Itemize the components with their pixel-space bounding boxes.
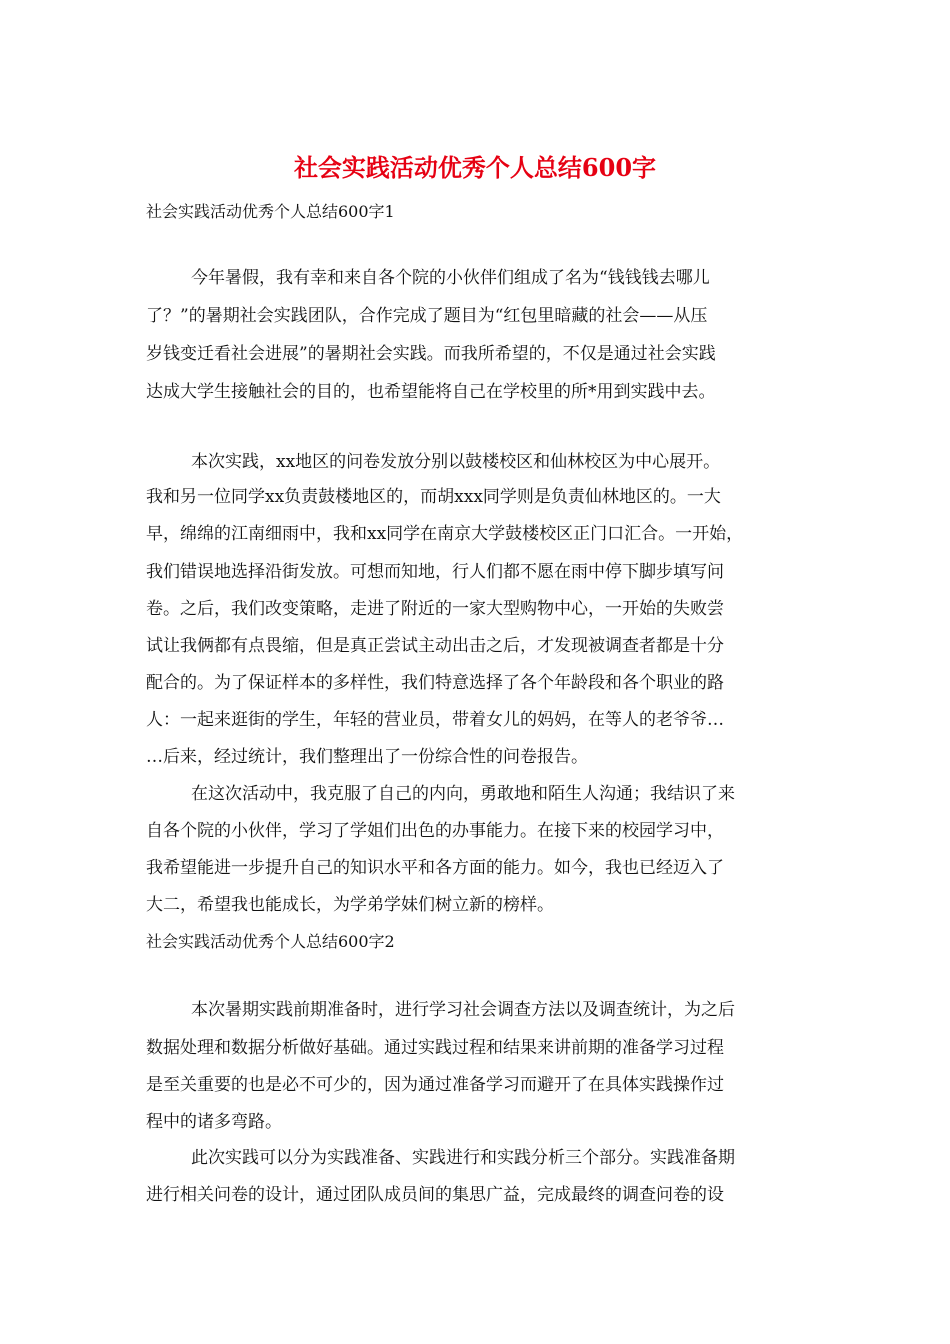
paragraph-line: 我们错误地选择沿街发放。可想而知地，行人们都不愿在雨中停下脚步填写问 bbox=[146, 562, 724, 582]
paragraph-line: 数据处理和数据分析做好基础。通过实践过程和结果来讲前期的准备学习过程 bbox=[146, 1038, 724, 1058]
paragraph-line: 我和另一位同学xx负责鼓楼地区的，而胡xxx同学则是负责仙林地区的。一大 bbox=[146, 487, 721, 507]
paragraph-line: 我希望能进一步提升自己的知识水平和各方面的能力。如今，我也已经迈入了 bbox=[146, 858, 724, 878]
section-heading: 社会实践活动优秀个人总结600字2 bbox=[146, 932, 395, 951]
paragraph-line: 人：一起来逛街的学生，年轻的营业员，带着女儿的妈妈，在等人的老爷爷… bbox=[146, 710, 724, 730]
paragraph-line: 本次暑期实践前期准备时，进行学习社会调查方法以及调查统计，为之后 bbox=[191, 1000, 735, 1020]
paragraph-line: 在这次活动中，我克服了自己的内向，勇敢地和陌生人沟通；我结识了来 bbox=[191, 784, 735, 804]
paragraph-line: …后来，经过统计，我们整理出了一份综合性的问卷报告。 bbox=[146, 747, 588, 767]
paragraph-line: 配合的。为了保证样本的多样性，我们特意选择了各个年龄段和各个职业的路 bbox=[146, 673, 724, 693]
paragraph-line: 岁钱变迁看社会进展”的暑期社会实践。而我所希望的，不仅是通过社会实践 bbox=[146, 344, 716, 364]
paragraph-line: 自各个院的小伙伴，学习了学姐们出色的办事能力。在接下来的校园学习中， bbox=[146, 821, 724, 841]
paragraph-line: 进行相关问卷的设计，通过团队成员间的集思广益，完成最终的调查问卷的设 bbox=[146, 1185, 724, 1205]
paragraph-line: 大二，希望我也能成长，为学弟学妹们树立新的榜样。 bbox=[146, 895, 554, 915]
section-heading: 社会实践活动优秀个人总结600字1 bbox=[146, 202, 395, 221]
paragraph-line: 是至关重要的也是必不可少的，因为通过准备学习而避开了在具体实践操作过 bbox=[146, 1075, 724, 1095]
paragraph-line: 早，绵绵的江南细雨中，我和xx同学在南京大学鼓楼校区正门口汇合。一开始， bbox=[146, 524, 744, 544]
paragraph-line: 此次实践可以分为实践准备、实践进行和实践分析三个部分。实践准备期 bbox=[191, 1148, 735, 1168]
paragraph-line: 今年暑假，我有幸和来自各个院的小伙伴们组成了名为“钱钱钱去哪儿 bbox=[191, 268, 710, 288]
paragraph-line: 达成大学生接触社会的目的，也希望能将自己在学校里的所*用到实践中去。 bbox=[146, 382, 716, 402]
paragraph-line: 了？”的暑期社会实践团队，合作完成了题目为“红包里暗藏的社会——从压 bbox=[146, 306, 708, 326]
paragraph-line: 程中的诸多弯路。 bbox=[146, 1112, 282, 1132]
paragraph-line: 试让我俩都有点畏缩，但是真正尝试主动出击之后，才发现被调查者都是十分 bbox=[146, 636, 724, 656]
paragraph-line: 卷。之后，我们改变策略，走进了附近的一家大型购物中心，一开始的失败尝 bbox=[146, 599, 724, 619]
document-title: 社会实践活动优秀个人总结600字 bbox=[293, 153, 657, 182]
paragraph-line: 本次实践，xx地区的问卷发放分别以鼓楼校区和仙林校区为中心展开。 bbox=[191, 452, 721, 472]
